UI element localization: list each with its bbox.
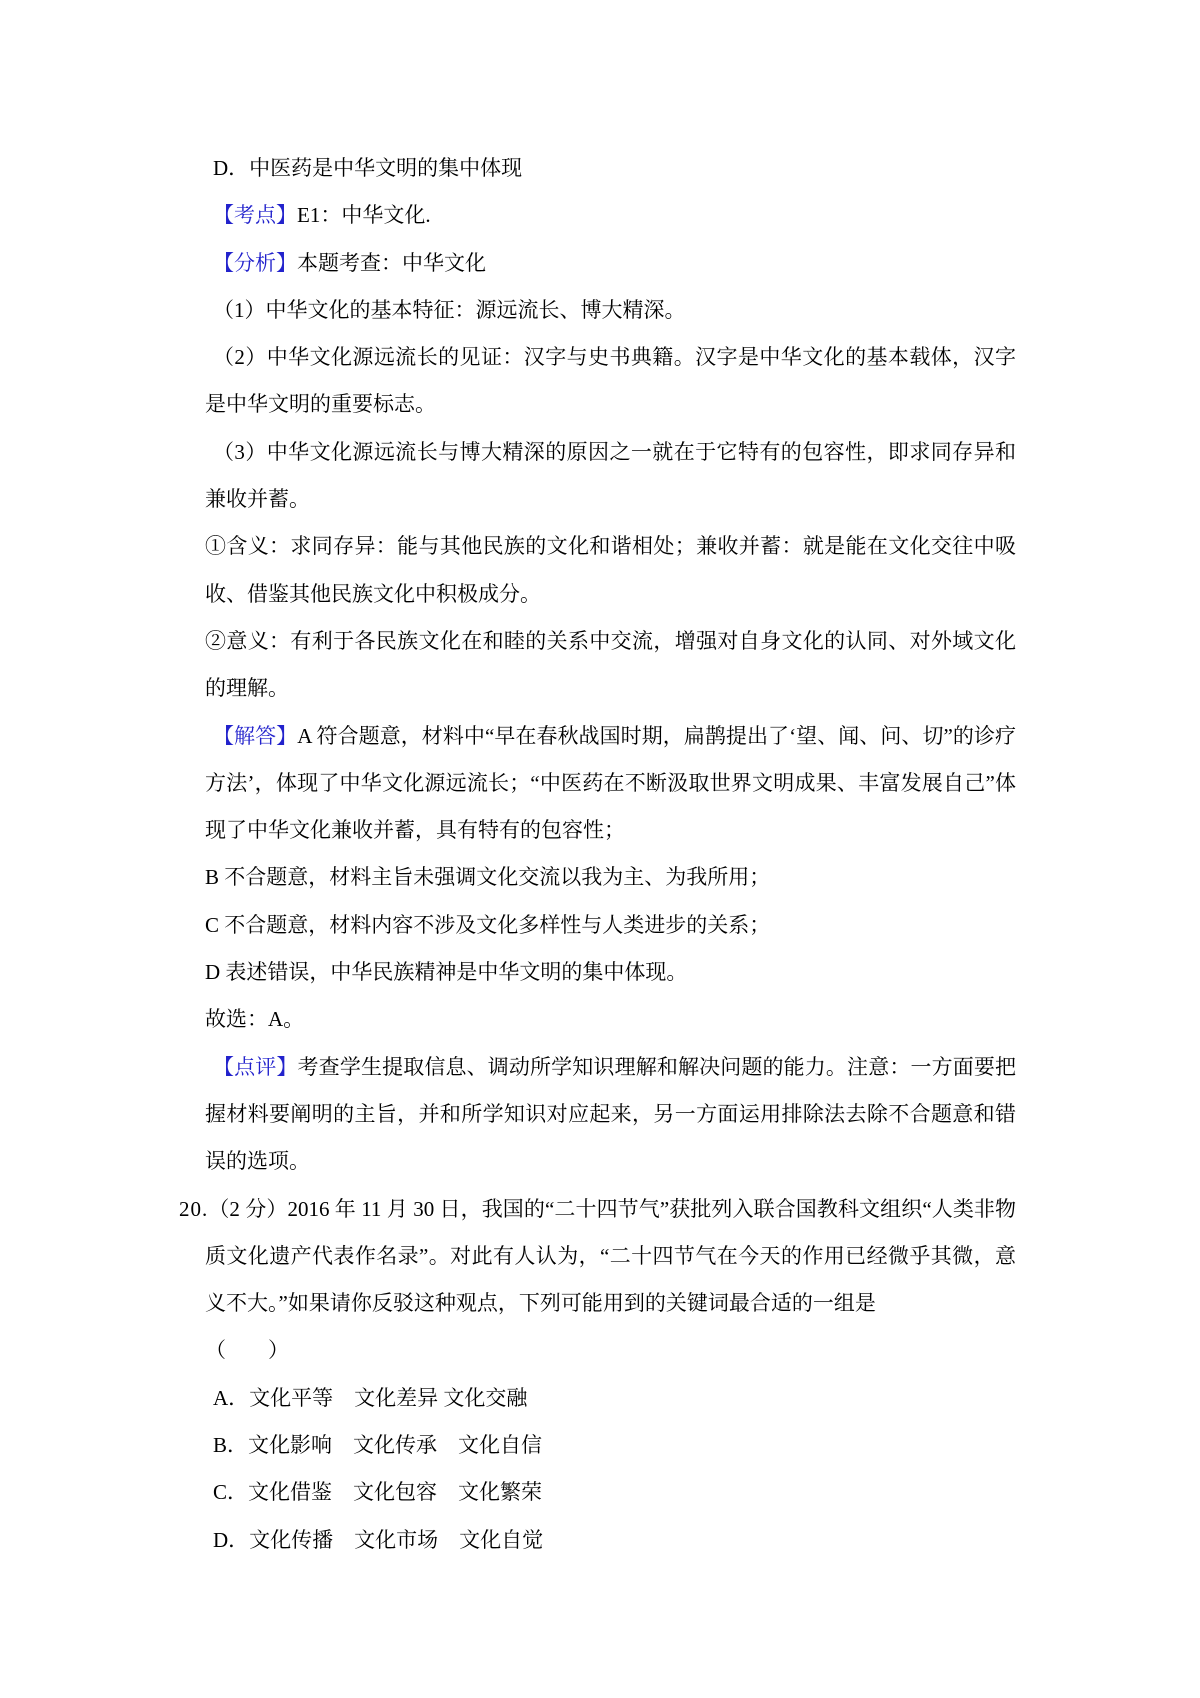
answer-section-paragraph bbox=[205, 713, 1016, 855]
section-text: E1：中华文化. bbox=[297, 203, 431, 228]
body-text-paragraph: ①含义：求同存异：能与其他民族的文化和谐相处；兼收并蓄：就是能在文化交往中吸收、借鉴其他民族文化中积极成分。 bbox=[205, 534, 1016, 606]
section-label: 【考点】 bbox=[213, 203, 297, 228]
section-label: 【分析】 bbox=[213, 250, 297, 275]
answer-option-line: D．文化传播 文化市场 文化自觉 bbox=[213, 1527, 544, 1552]
answer-section-paragraph bbox=[205, 240, 1016, 287]
body-text-paragraph: D 表述错误，中华民族精神是中华文明的集中体现。 bbox=[205, 960, 688, 985]
answer-section-paragraph bbox=[205, 192, 1016, 239]
question-text: （2 分）2016 年 11 月 30 日，我国的“二十四节气”获批列入联合国教科文组织“人类非物质文化遗产代表作名录”。对此有人认为，“二十四节气在今天的作用已经微乎其微，意义不大。”如果请你反驳这种观点，下列可能用到的关键词最合适的一组是 bbox=[205, 1196, 1016, 1316]
body-text-paragraph: 故选：A。 bbox=[205, 1007, 305, 1032]
question-paragraph bbox=[179, 1186, 1016, 1328]
answer-option-line: D．中医药是中华文明的集中体现 bbox=[213, 156, 523, 180]
section-label: 【解答】 bbox=[213, 723, 298, 748]
answer-section-paragraph bbox=[205, 1044, 1016, 1186]
body-text-paragraph: ②意义：有利于各民族文化在和睦的关系中交流，增强对自身文化的认同、对外域文化的理解。 bbox=[205, 628, 1016, 701]
question-number: 20. bbox=[179, 1196, 209, 1221]
section-label: 【点评】 bbox=[213, 1054, 298, 1079]
body-text-paragraph: B 不合题意，材料主旨未强调文化交流以我为主、为我所用； bbox=[205, 865, 771, 890]
body-text-paragraph: （1）中华文化的基本特征：源远流长、博大精深。 bbox=[213, 297, 686, 322]
answer-option-line: B．文化影响 文化传承 文化自信 bbox=[213, 1433, 543, 1458]
answer-option-line: C．文化借鉴 文化包容 文化繁荣 bbox=[213, 1480, 543, 1505]
body-text-paragraph: （3）中华文化源远流长与博大精深的原因之一就在于它特有的包容性，即求同存异和兼收并蓄。 bbox=[205, 439, 1016, 512]
section-text: 考查学生提取信息、调动所学知识理解和解决问题的能力。注意：一方面要把握材料要阐明的主旨，并和所学知识对应起来，另一方面运用排除法去除不合题意和错误的选项。 bbox=[205, 1054, 1017, 1174]
section-text: A 符合题意，材料中“早在春秋战国时期，扁鹊提出了‘望、闻、问、切”的诊疗方法’，体现了中华文化源远流长；“中医药在不断汲取世界文明成果、丰富发展自己”体现了中华文化兼收并蓄，具有特有的包容性； bbox=[205, 723, 1017, 843]
body-text-paragraph: （2）中华文化源远流长的见证：汉字与史书典籍。汉字是中华文化的基本载体，汉字是中华文明的重要标志。 bbox=[205, 345, 1016, 417]
body-text-paragraph: C 不合题意，材料内容不涉及文化多样性与人类进步的关系； bbox=[205, 912, 771, 937]
body-text-paragraph: （ ） bbox=[205, 1338, 289, 1363]
section-text: 本题考查：中华文化 bbox=[297, 250, 486, 275]
answer-option-line: A．文化平等 文化差异 文化交融 bbox=[213, 1385, 528, 1410]
